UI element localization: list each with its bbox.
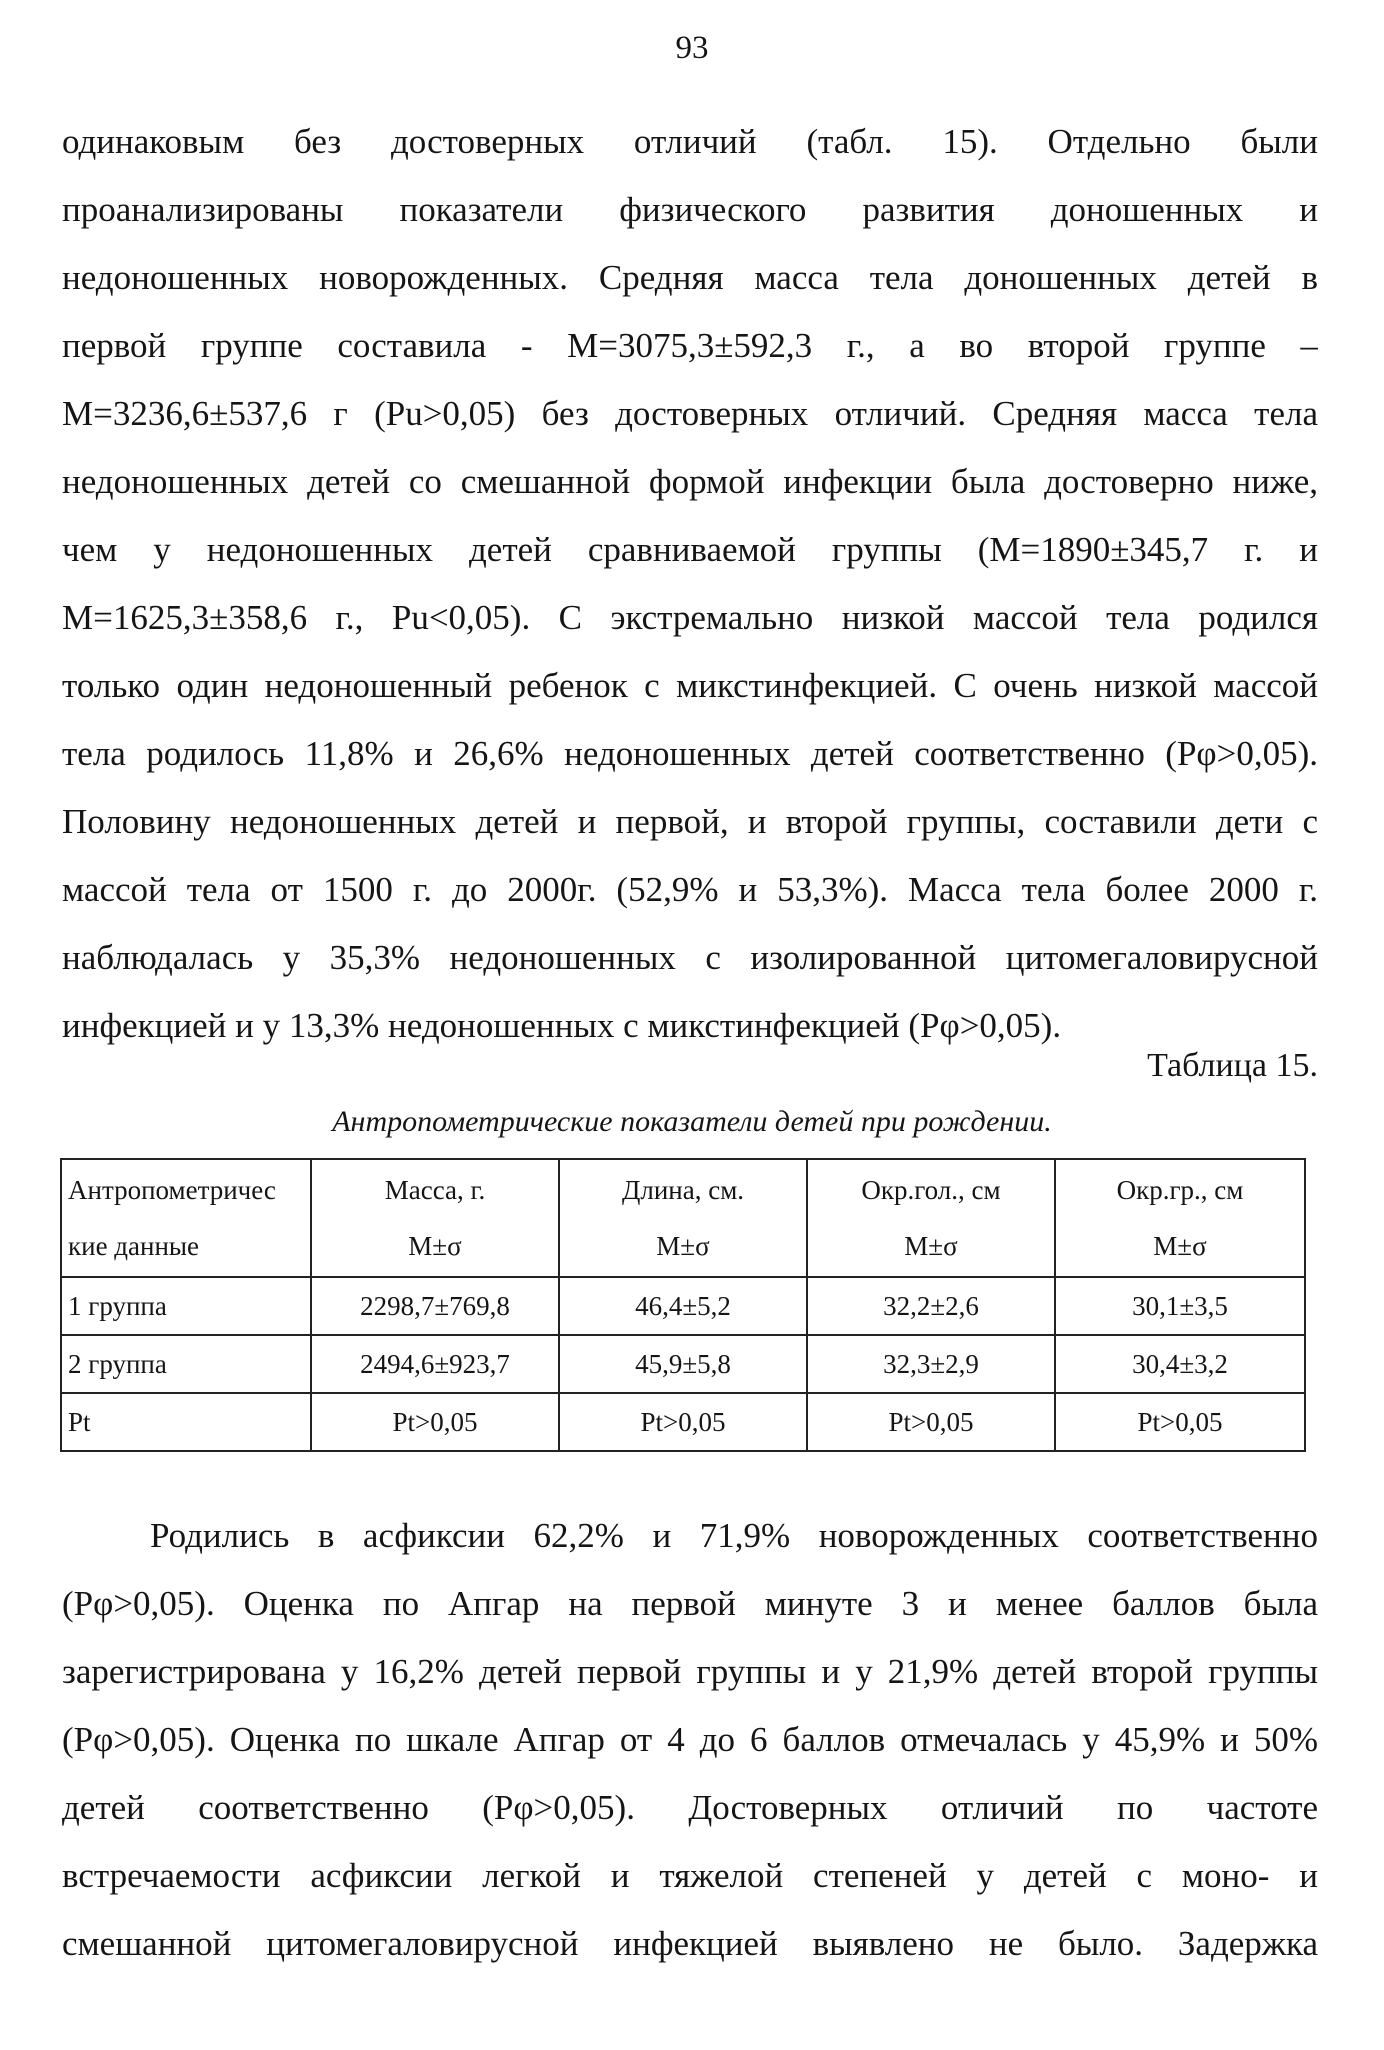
text-line: Половину недоношенных детей и первой, и второй группы, составили дети с bbox=[62, 802, 1318, 841]
anthropometry-table bbox=[60, 1158, 1306, 1452]
table-cell: 2298,7±769,8 bbox=[311, 1277, 559, 1335]
text-line: одинаковым без достоверных отличий (табл. 15). Отдельно были bbox=[62, 122, 1318, 161]
table-cell: 46,4±5,2 bbox=[559, 1277, 807, 1335]
header-cell-chest-circumference: Окр.гр., см M±σ bbox=[1055, 1159, 1305, 1277]
text-line: Родились в асфиксии 62,2% и 71,9% новорожденных соответственно bbox=[150, 1516, 1318, 1555]
paragraph-1 bbox=[62, 108, 1318, 1060]
table-cell: Pt>0,05 bbox=[1055, 1393, 1305, 1451]
text-line: тела родилось 11,8% и 26,6% недоношенных детей соответственно (Pφ>0,05). bbox=[62, 734, 1318, 773]
table-caption: Антропометрические показатели детей при рождении. bbox=[332, 1105, 1052, 1138]
header-cell-parameter: Антропометричес кие данные bbox=[61, 1159, 311, 1277]
text-line: (Pφ>0,05). Оценка по шкале Апгар от 4 до 6 баллов отмечалась у 45,9% и 50% bbox=[62, 1720, 1318, 1759]
text-line: первой группе составила - М=3075,3±592,3 г., а во второй группе – bbox=[62, 326, 1318, 365]
text-line: детей соответственно (Pφ>0,05). Достоверных отличий по частоте bbox=[62, 1788, 1318, 1827]
text-line: проанализированы показатели физического развития доношенных и bbox=[62, 190, 1318, 229]
table-row bbox=[61, 1393, 1305, 1451]
text-line: инфекцией и у 13,3% недоношенных с микстинфекцией (Pφ>0,05). bbox=[62, 1006, 1062, 1045]
text-line: М=1625,3±358,6 г., Pu<0,05). С экстремально низкой массой тела родился bbox=[62, 598, 1318, 637]
header-cell-head-circumference: Окр.гол., см M±σ bbox=[807, 1159, 1055, 1277]
table-cell: Pt>0,05 bbox=[559, 1393, 807, 1451]
text-line: только один недоношенный ребенок с микстинфекцией. С очень низкой массой bbox=[62, 666, 1318, 705]
table-label: Таблица 15. bbox=[1147, 1047, 1318, 1084]
table-cell: 32,3±2,9 bbox=[807, 1335, 1055, 1393]
header-cell-length: Длина, см. M±σ bbox=[559, 1159, 807, 1277]
table-row bbox=[61, 1335, 1305, 1393]
row-label: 1 группа bbox=[61, 1277, 311, 1335]
table-header-row bbox=[61, 1159, 1305, 1277]
table-cell: 2494,6±923,7 bbox=[311, 1335, 559, 1393]
table-cell: 45,9±5,8 bbox=[559, 1335, 807, 1393]
text-line: встречаемости асфиксии легкой и тяжелой степеней у детей с моно- и bbox=[62, 1856, 1318, 1895]
table-row bbox=[61, 1277, 1305, 1335]
text-line: зарегистрирована у 16,2% детей первой группы и у 21,9% детей второй группы bbox=[62, 1652, 1318, 1691]
text-line: недоношенных детей со смешанной формой инфекции была достоверно ниже, bbox=[62, 462, 1318, 501]
table-cell: Pt>0,05 bbox=[807, 1393, 1055, 1451]
page-number: 93 bbox=[675, 30, 709, 66]
table-cell: Pt>0,05 bbox=[311, 1393, 559, 1451]
table-cell: 30,4±3,2 bbox=[1055, 1335, 1305, 1393]
row-label: Pt bbox=[61, 1393, 311, 1451]
text-line: наблюдалась у 35,3% недоношенных с изолированной цитомегаловирусной bbox=[62, 938, 1318, 977]
row-label: 2 группа bbox=[61, 1335, 311, 1393]
table-cell: 32,2±2,6 bbox=[807, 1277, 1055, 1335]
header-cell-mass: Масса, г. M±σ bbox=[311, 1159, 559, 1277]
text-line: недоношенных новорожденных. Средняя масса тела доношенных детей в bbox=[62, 258, 1318, 297]
text-line: М=3236,6±537,6 г (Pu>0,05) без достоверных отличий. Средняя масса тела bbox=[62, 394, 1318, 433]
paragraph-2 bbox=[62, 1502, 1318, 1978]
text-line: массой тела от 1500 г. до 2000г. (52,9% и 53,3%). Масса тела более 2000 г. bbox=[62, 870, 1318, 909]
text-line: чем у недоношенных детей сравниваемой группы (М=1890±345,7 г. и bbox=[62, 530, 1318, 569]
table-cell: 30,1±3,5 bbox=[1055, 1277, 1305, 1335]
text-line: смешанной цитомегаловирусной инфекцией выявлено не было. Задержка bbox=[62, 1924, 1318, 1963]
text-line: (Pφ>0,05). Оценка по Апгар на первой минуте 3 и менее баллов была bbox=[62, 1584, 1318, 1623]
